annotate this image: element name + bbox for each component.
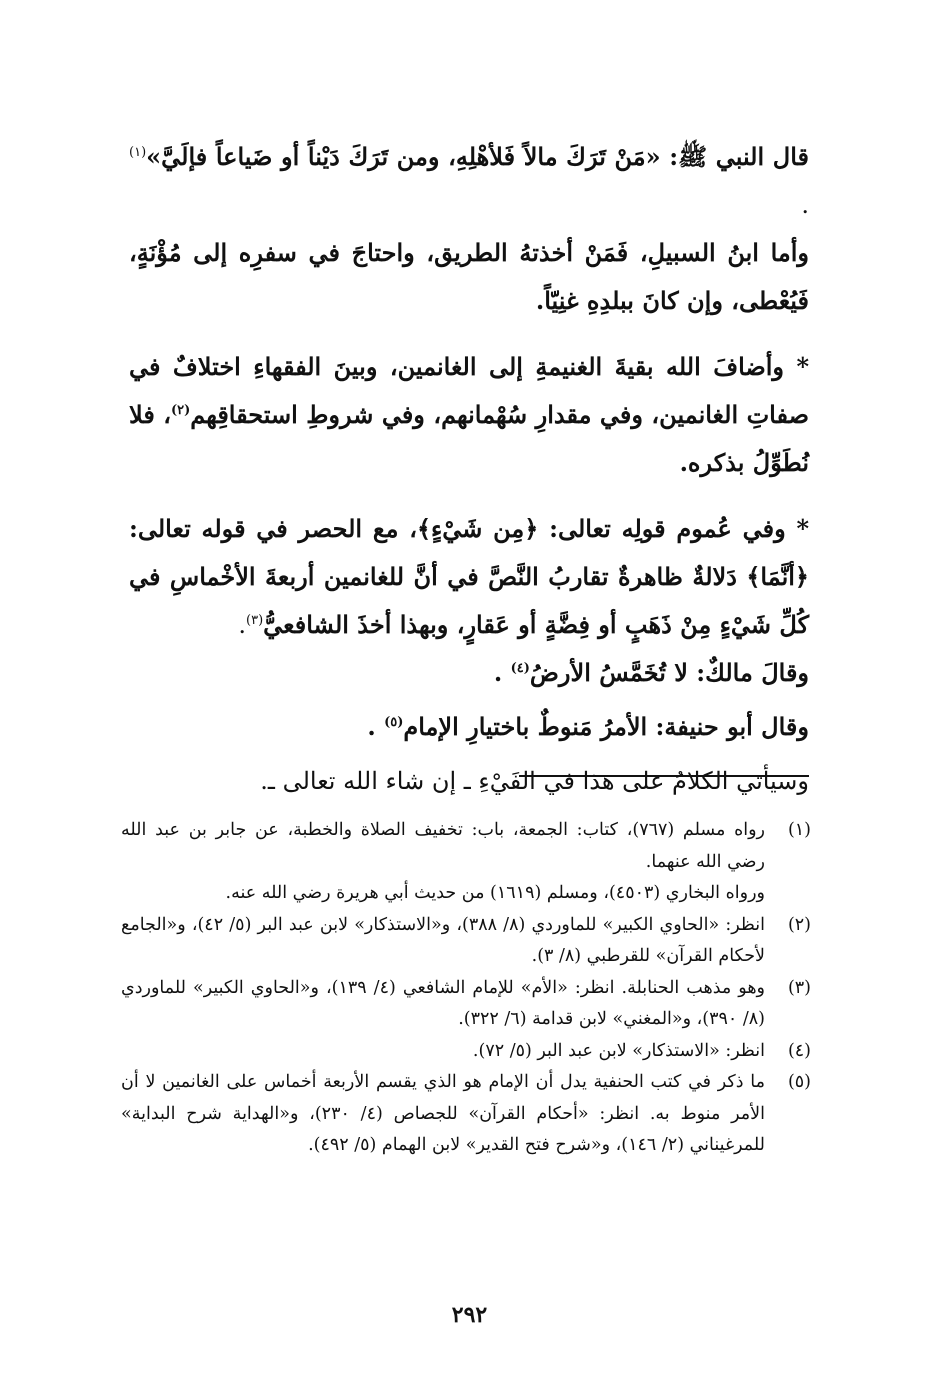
paragraph-umum-text: * وفي عُموم قولِه تعالى: ﴿مِن شَيْءٍ﴾، مع الحصر في قوله تعالى: ﴿أنَّمَا﴾ دَلالةٌ ظاهرةٌ تقاربُ النَّصَّ في أنَّ للغانمين أربعةَ الأخْماسِ في كُلِّ شَيْءٍ مِنْ ذَهَبٍ أو فِضَّةٍ أو عَقارٍ، وبهذا أخذَ الشافعيُّ bbox=[129, 514, 809, 639]
footnote-separator bbox=[519, 775, 809, 777]
footnote-ref-3: (٣) bbox=[246, 613, 264, 628]
paragraph-fay: وسيأتي الكلامُ على هذا في الفَيْءِ ـ إن شاء الله تعالى ـ. bbox=[260, 767, 809, 795]
footnote-1 bbox=[121, 815, 811, 878]
footnotes bbox=[121, 815, 811, 1162]
footnote-3 bbox=[121, 973, 811, 1036]
footnote-number: (٤) bbox=[787, 1040, 811, 1061]
footnote-text: ما ذكر في كتب الحنفية يدل أن الإمام هو الذي يقسم الأربعة أخماس على الغانمين لا أن الأمر منوط به. انظر: «أحكام القرآن» للجصاص (٤/ ٢٣٠)، و«الهداية شرح البداية» للمرغيناني (٢/ ١٤٦)، و«شرح فتح القدير» لابن الهمام (٥/ ٤٩٢). bbox=[121, 1072, 765, 1155]
footnote-ref-2: (٢) bbox=[171, 403, 191, 418]
paragraph-abu-hanifa bbox=[129, 703, 809, 751]
main-text bbox=[129, 133, 809, 805]
paragraph-end: . bbox=[493, 658, 503, 687]
paragraph-end: . bbox=[801, 191, 809, 219]
page-number: ٢٩٢ bbox=[451, 1302, 488, 1328]
paragraph-hadith bbox=[129, 133, 809, 229]
paragraph-end: . bbox=[367, 712, 376, 741]
footnote-number: (٢) bbox=[787, 914, 811, 935]
paragraph-malik-text: وقالَ مالكٌ: لا تُخَمَّسُ الأرضُ bbox=[529, 658, 809, 687]
paragraph-end: . bbox=[238, 611, 247, 639]
paragraph-umum bbox=[129, 505, 809, 649]
footnote-1-extra: ورواه البخاري (٤٥٠٣)، ومسلم (١٦١٩) من حديث أبي هريرة رضي الله عنه. bbox=[225, 883, 765, 903]
paragraph-ghanimin-end: ، فلا نُطَوِّلُ بذكره. bbox=[129, 400, 809, 477]
footnote-4 bbox=[121, 1036, 811, 1068]
footnote-text: انظر: «الحاوي الكبير» للماوردي (٨/ ٣٨٨)، و«الاستذكار» لابن عبد البر (٥/ ٤٢)، و«الجامع لأحكام القرآن» للقرطبي (٨/ ٣). bbox=[121, 914, 765, 966]
footnote-text: انظر: «الاستذكار» لابن عبد البر (٥/ ٧٢). bbox=[472, 1040, 765, 1061]
paragraph-ghanimin-text: * وأضافَ الله بقيةَ الغنيمةِ إلى الغانمين، وبينَ الفقهاءِ اختلافٌ في صفاتِ الغانمين، وفي مقدارِ سُهْمانهم، وفي شروطِ استحقاقِهم bbox=[129, 352, 809, 429]
footnote-number: (١) bbox=[787, 820, 811, 840]
paragraph-malik bbox=[129, 649, 809, 697]
footnote-5 bbox=[121, 1067, 811, 1162]
footnote-ref-4: (٤) bbox=[510, 661, 530, 676]
footnote-2 bbox=[121, 910, 811, 973]
paragraph-ghanimin bbox=[129, 343, 809, 487]
footnote-text: رواه مسلم (٧٦٧)، كتاب: الجمعة، باب: تخفيف الصلاة والخطبة، عن جابر بن عبد الله رضي الله عنهما. bbox=[121, 820, 765, 872]
footnote-ref-1: (١) bbox=[129, 145, 147, 160]
paragraph-ibn-sabil: وأما ابنُ السبيلِ، فَمَنْ أخذتهُ الطريق، واحتاجَ في سفرِه إلى مُؤْنَةٍ، فَيُعْطى، وإن كانَ ببلدِهِ غنِيّاً. bbox=[129, 238, 809, 315]
hadith-text: قال النبي ﷺ: «مَنْ تَرَكَ مالاً فَلأهْلِهِ، ومن تَرَكَ دَيْناً أو ضَياعاً فإلَيَّ» bbox=[146, 142, 809, 171]
paragraph-abu-hanifa-text: وقال أبو حنيفة: الأمرُ مَنوطٌ باختيارِ الإمام bbox=[403, 712, 809, 741]
footnote-number: (٣) bbox=[787, 977, 811, 998]
footnote-number: (٥) bbox=[787, 1072, 811, 1092]
footnote-ref-5: (٥) bbox=[384, 715, 404, 730]
footnote-text: وهو مذهب الحنابلة. انظر: «الأم» للإمام الشافعي (٤/ ١٣٩)، و«الحاوي الكبير» للماوردي (٨/ ٣٩٠)، و«المغني» لابن قدامة (٦/ ٣٢٢). bbox=[121, 977, 766, 1029]
